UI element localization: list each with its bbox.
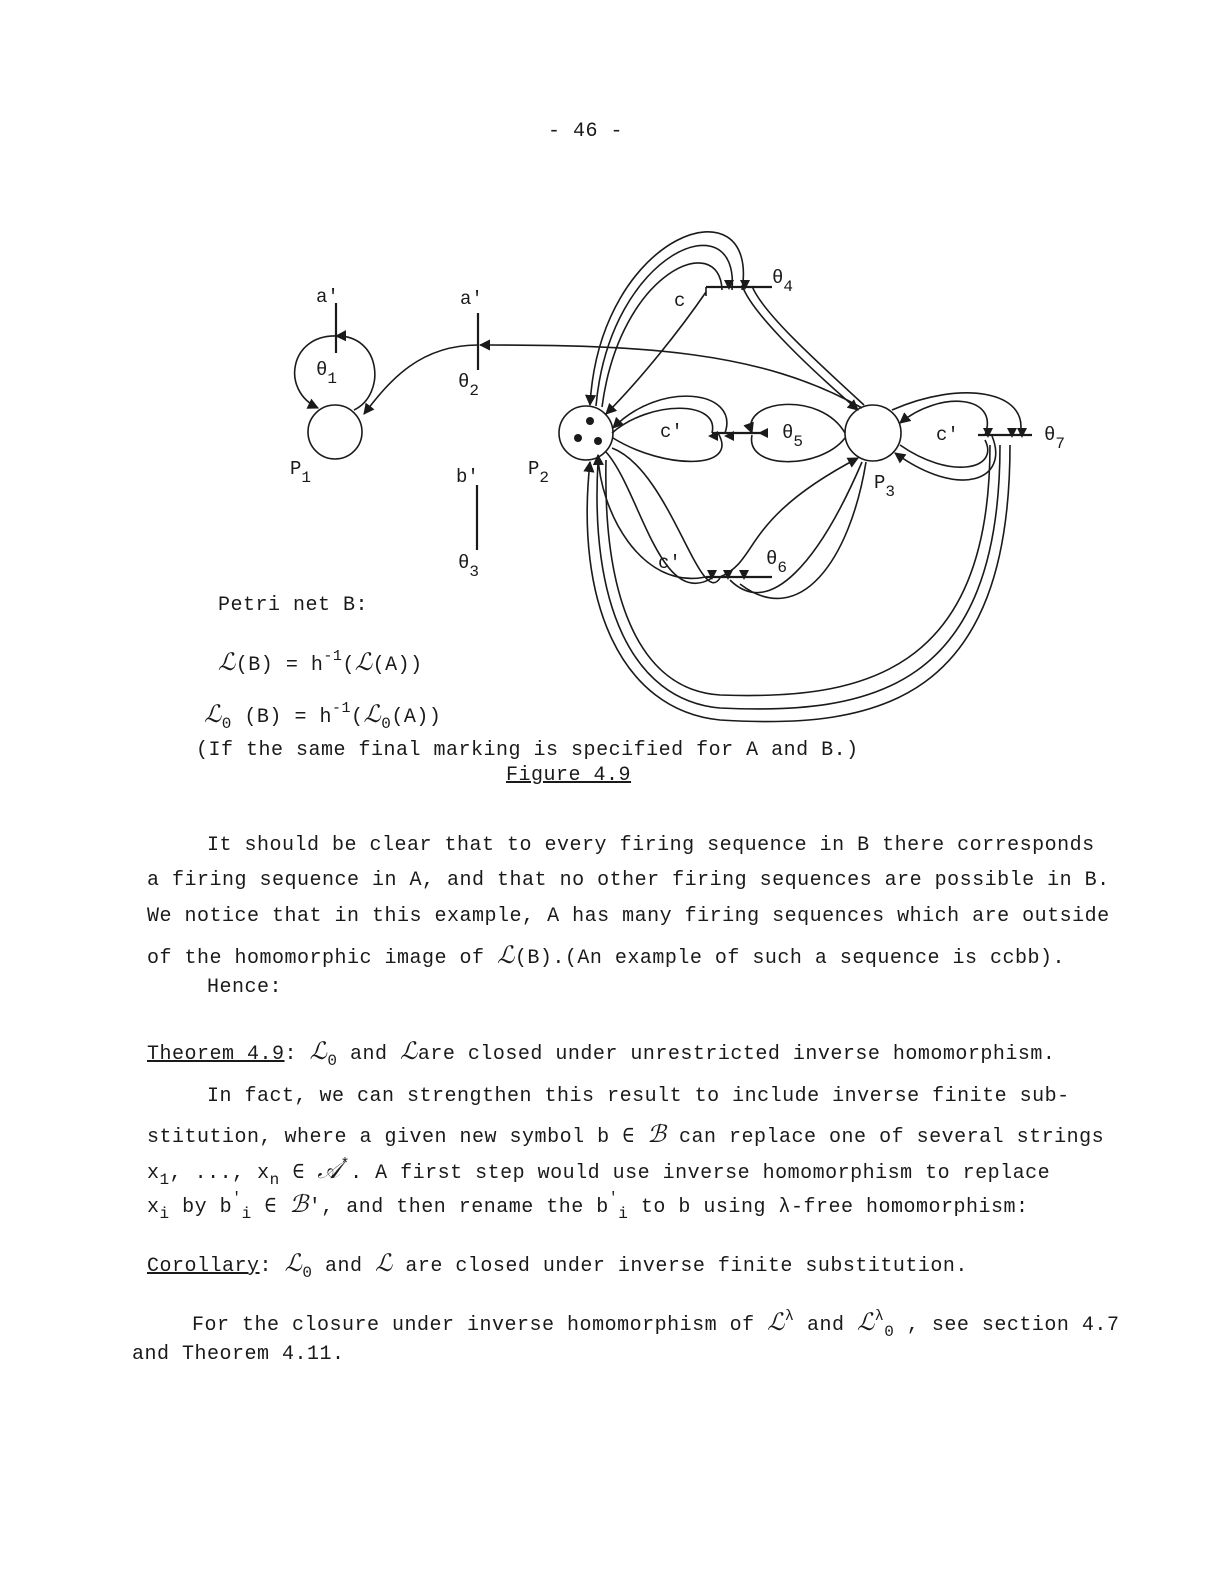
place-p2 <box>559 406 613 460</box>
arrowhead <box>1007 428 1017 438</box>
para2-line4: $x_i$ by $b'_i$ ∈ ℬ', and then rename the $b'_i$ to b using λ-free homomorphism: <box>147 1190 1029 1223</box>
arc-theta6-p2-a <box>598 455 706 578</box>
arc-theta7-p2-a <box>587 445 1010 722</box>
para3-line1: For the closure under inverse homomorphism of ℒ$^\lambda$ and ℒ$^\lambda_0$ , see section 4.7 <box>192 1308 1120 1341</box>
net-title: Petri net B: <box>218 594 369 617</box>
page-number: - 46 - <box>548 120 624 143</box>
arc-theta5-p3-a <box>751 404 845 433</box>
label-a-prime-1: a' <box>316 286 339 308</box>
label-a-prime-2: a' <box>460 288 483 310</box>
label-p2: $P_2$ <box>528 458 550 487</box>
hence: Hence: <box>207 976 283 999</box>
label-c-prime-1: c' <box>660 421 683 443</box>
para1-line2: a firing sequence in A, and that no other firing sequences are possible in B. <box>147 869 1110 892</box>
label-theta6: $\theta_6$ <box>766 548 788 577</box>
label-c-prime-3: c' <box>936 424 959 446</box>
equation-1: ℒ(B) = $h^{-1}(ℒ(A))$ <box>218 648 423 677</box>
equation-2: ℒ$_0$ $(B) = h^{-1}(ℒ_0(A))$ <box>204 700 442 733</box>
arrowhead <box>1017 428 1027 438</box>
label-b-prime: b' <box>456 466 479 488</box>
label-theta1: $\theta_1$ <box>316 359 338 388</box>
arc-theta6-p3-b <box>730 462 862 593</box>
label-theta3: $\theta_3$ <box>458 552 480 581</box>
para1-line3: We notice that in this example, A has many firing sequences which are outside <box>147 905 1110 928</box>
label-c-prime-2: c' <box>658 552 681 574</box>
arc-p3-theta2 <box>480 345 862 408</box>
place-p1 <box>308 405 362 459</box>
para2-line1: In fact, we can strengthen this result to include inverse finite sub- <box>207 1085 1070 1108</box>
theorem-label: Theorem 4.9 <box>147 1043 285 1066</box>
para1-line1: It should be clear that to every firing sequence in B there corresponds <box>207 834 1095 857</box>
label-theta2: $\theta_2$ <box>458 371 480 400</box>
theorem-4-9: Theorem 4.9: ℒ$_0$ and ℒare closed under unrestricted inverse homomorphism. <box>147 1037 1056 1070</box>
token <box>594 437 602 445</box>
token <box>586 417 594 425</box>
para1-line4: of the homomorphic image of ℒ(B).(An example of such a sequence is ccbb). <box>147 941 1065 970</box>
arc-theta4-p2-outer-a <box>590 232 743 405</box>
para2-line3: $x_1$, ..., $x_n$ ∈ 𝒜*. A first step would use inverse homomorphism to replace <box>147 1156 1051 1189</box>
corollary-label: Corollary <box>147 1255 260 1278</box>
arrowhead <box>758 428 768 438</box>
label-theta5: $\theta_5$ <box>782 422 804 451</box>
para2-line2: stitution, where a given new symbol b ∈ ℬ can replace one of several strings <box>147 1120 1105 1149</box>
corollary: Corollary: ℒ$_0$ and ℒ are closed under inverse finite substitution. <box>147 1249 968 1282</box>
token <box>574 434 582 442</box>
label-p3: $P_3$ <box>874 472 896 501</box>
label-theta7: $\theta_7$ <box>1044 424 1066 453</box>
arc-theta4-p3-b <box>752 286 864 405</box>
label-p1: $P_1$ <box>290 458 312 487</box>
label-c: c <box>674 290 686 312</box>
arc-theta4-p2-outer-c <box>602 263 722 407</box>
figure-caption: Figure 4.9 <box>506 764 632 787</box>
arc-theta4-p2-outer-b <box>596 245 732 406</box>
arrowhead <box>739 570 749 580</box>
arrowhead <box>707 570 717 580</box>
arc-theta6-p3-a <box>720 458 858 577</box>
arc-p1-theta1 <box>336 336 375 410</box>
label-theta4: $\theta_4$ <box>772 267 794 296</box>
para3-line2: and Theorem 4.11. <box>132 1343 345 1366</box>
arc-theta4-p3-a <box>742 285 858 410</box>
figure-note: (If the same final marking is specified for A and B.) <box>196 739 859 762</box>
place-p3 <box>845 405 901 461</box>
